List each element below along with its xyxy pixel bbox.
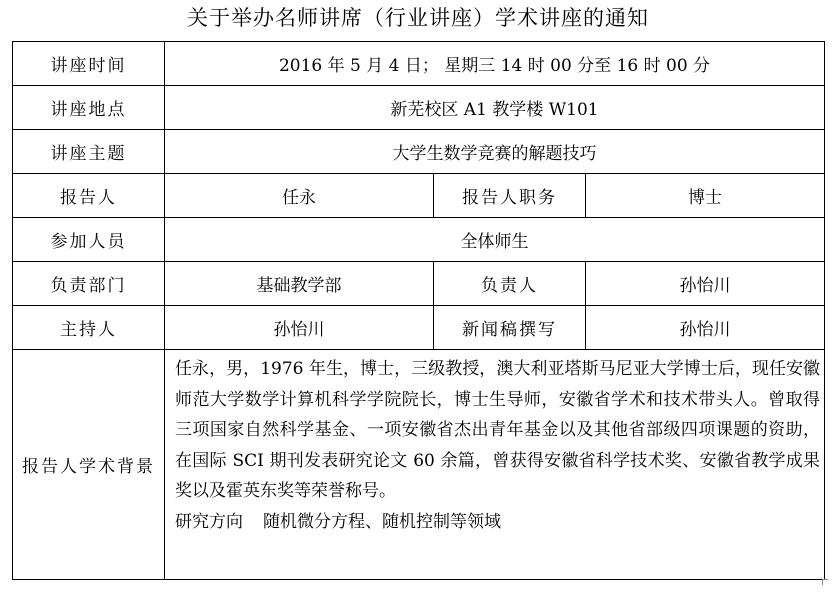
attendees-label: 参加人员 <box>13 218 165 262</box>
host-value: 孙怡川 <box>165 306 434 350</box>
row-attendees <box>13 218 825 262</box>
research-direction-value: 随机微分方程、随机控制等领域 <box>263 511 501 532</box>
research-direction-label: 研究方向 <box>175 511 243 532</box>
row-department <box>13 262 825 306</box>
page-corner-mark <box>822 579 828 585</box>
row-lecture-time <box>13 42 825 86</box>
research-direction <box>175 507 820 538</box>
notice-title: 关于举办名师讲席（行业讲座）学术讲座的通知 <box>187 6 649 30</box>
host-label: 主持人 <box>13 306 165 350</box>
speaker-value: 任永 <box>165 174 434 218</box>
row-background <box>13 350 825 580</box>
row-lecture-location <box>13 86 825 130</box>
press-writer-label: 新闻稿撰写 <box>434 306 586 350</box>
attendees-value: 全体师生 <box>165 218 825 262</box>
department-value: 基础教学部 <box>165 262 434 306</box>
speaker-title-label: 报告人职务 <box>434 174 586 218</box>
responsible-person-label: 负责人 <box>434 262 586 306</box>
lecture-time-label: 讲座时间 <box>13 42 165 86</box>
lecture-topic-value: 大学生数学竞赛的解题技巧 <box>165 130 825 174</box>
row-speaker <box>13 174 825 218</box>
responsible-person-value: 孙怡川 <box>586 262 825 306</box>
row-lecture-topic <box>13 130 825 174</box>
lecture-info-table <box>12 41 825 580</box>
speaker-title-value: 博士 <box>586 174 825 218</box>
background-label: 报告人学术背景 <box>13 350 165 580</box>
background-cell <box>165 350 825 580</box>
lecture-location-value: 新芜校区 A1 教学楼 W101 <box>165 86 825 130</box>
lecture-topic-label: 讲座主题 <box>13 130 165 174</box>
row-host <box>13 306 825 350</box>
department-label: 负责部门 <box>13 262 165 306</box>
speaker-label: 报告人 <box>13 174 165 218</box>
lecture-location-label: 讲座地点 <box>13 86 165 130</box>
background-text: 任永，男，1976 年生，博士，三级教授，澳大利亚塔斯马尼亚大学博士后，现任安徽师范大学数学计算机科学学院院长，博士生导师，安徽省学术和技术带头人。曾取得三项国家自然科学基金、一项安徽省杰出青年基金以及其他省部级四项课题的资助，在国际 SCI 期刊发表研究论文 60 余篇，曾获得安徽省科学技术奖、安徽省教学成果奖以及霍英东奖等荣誉称号。 <box>175 359 821 501</box>
lecture-time-value: 2016 年 5 月 4 日； 星期三 14 时 00 分至 16 时 00 分 <box>165 42 825 86</box>
press-writer-value: 孙怡川 <box>586 306 825 350</box>
